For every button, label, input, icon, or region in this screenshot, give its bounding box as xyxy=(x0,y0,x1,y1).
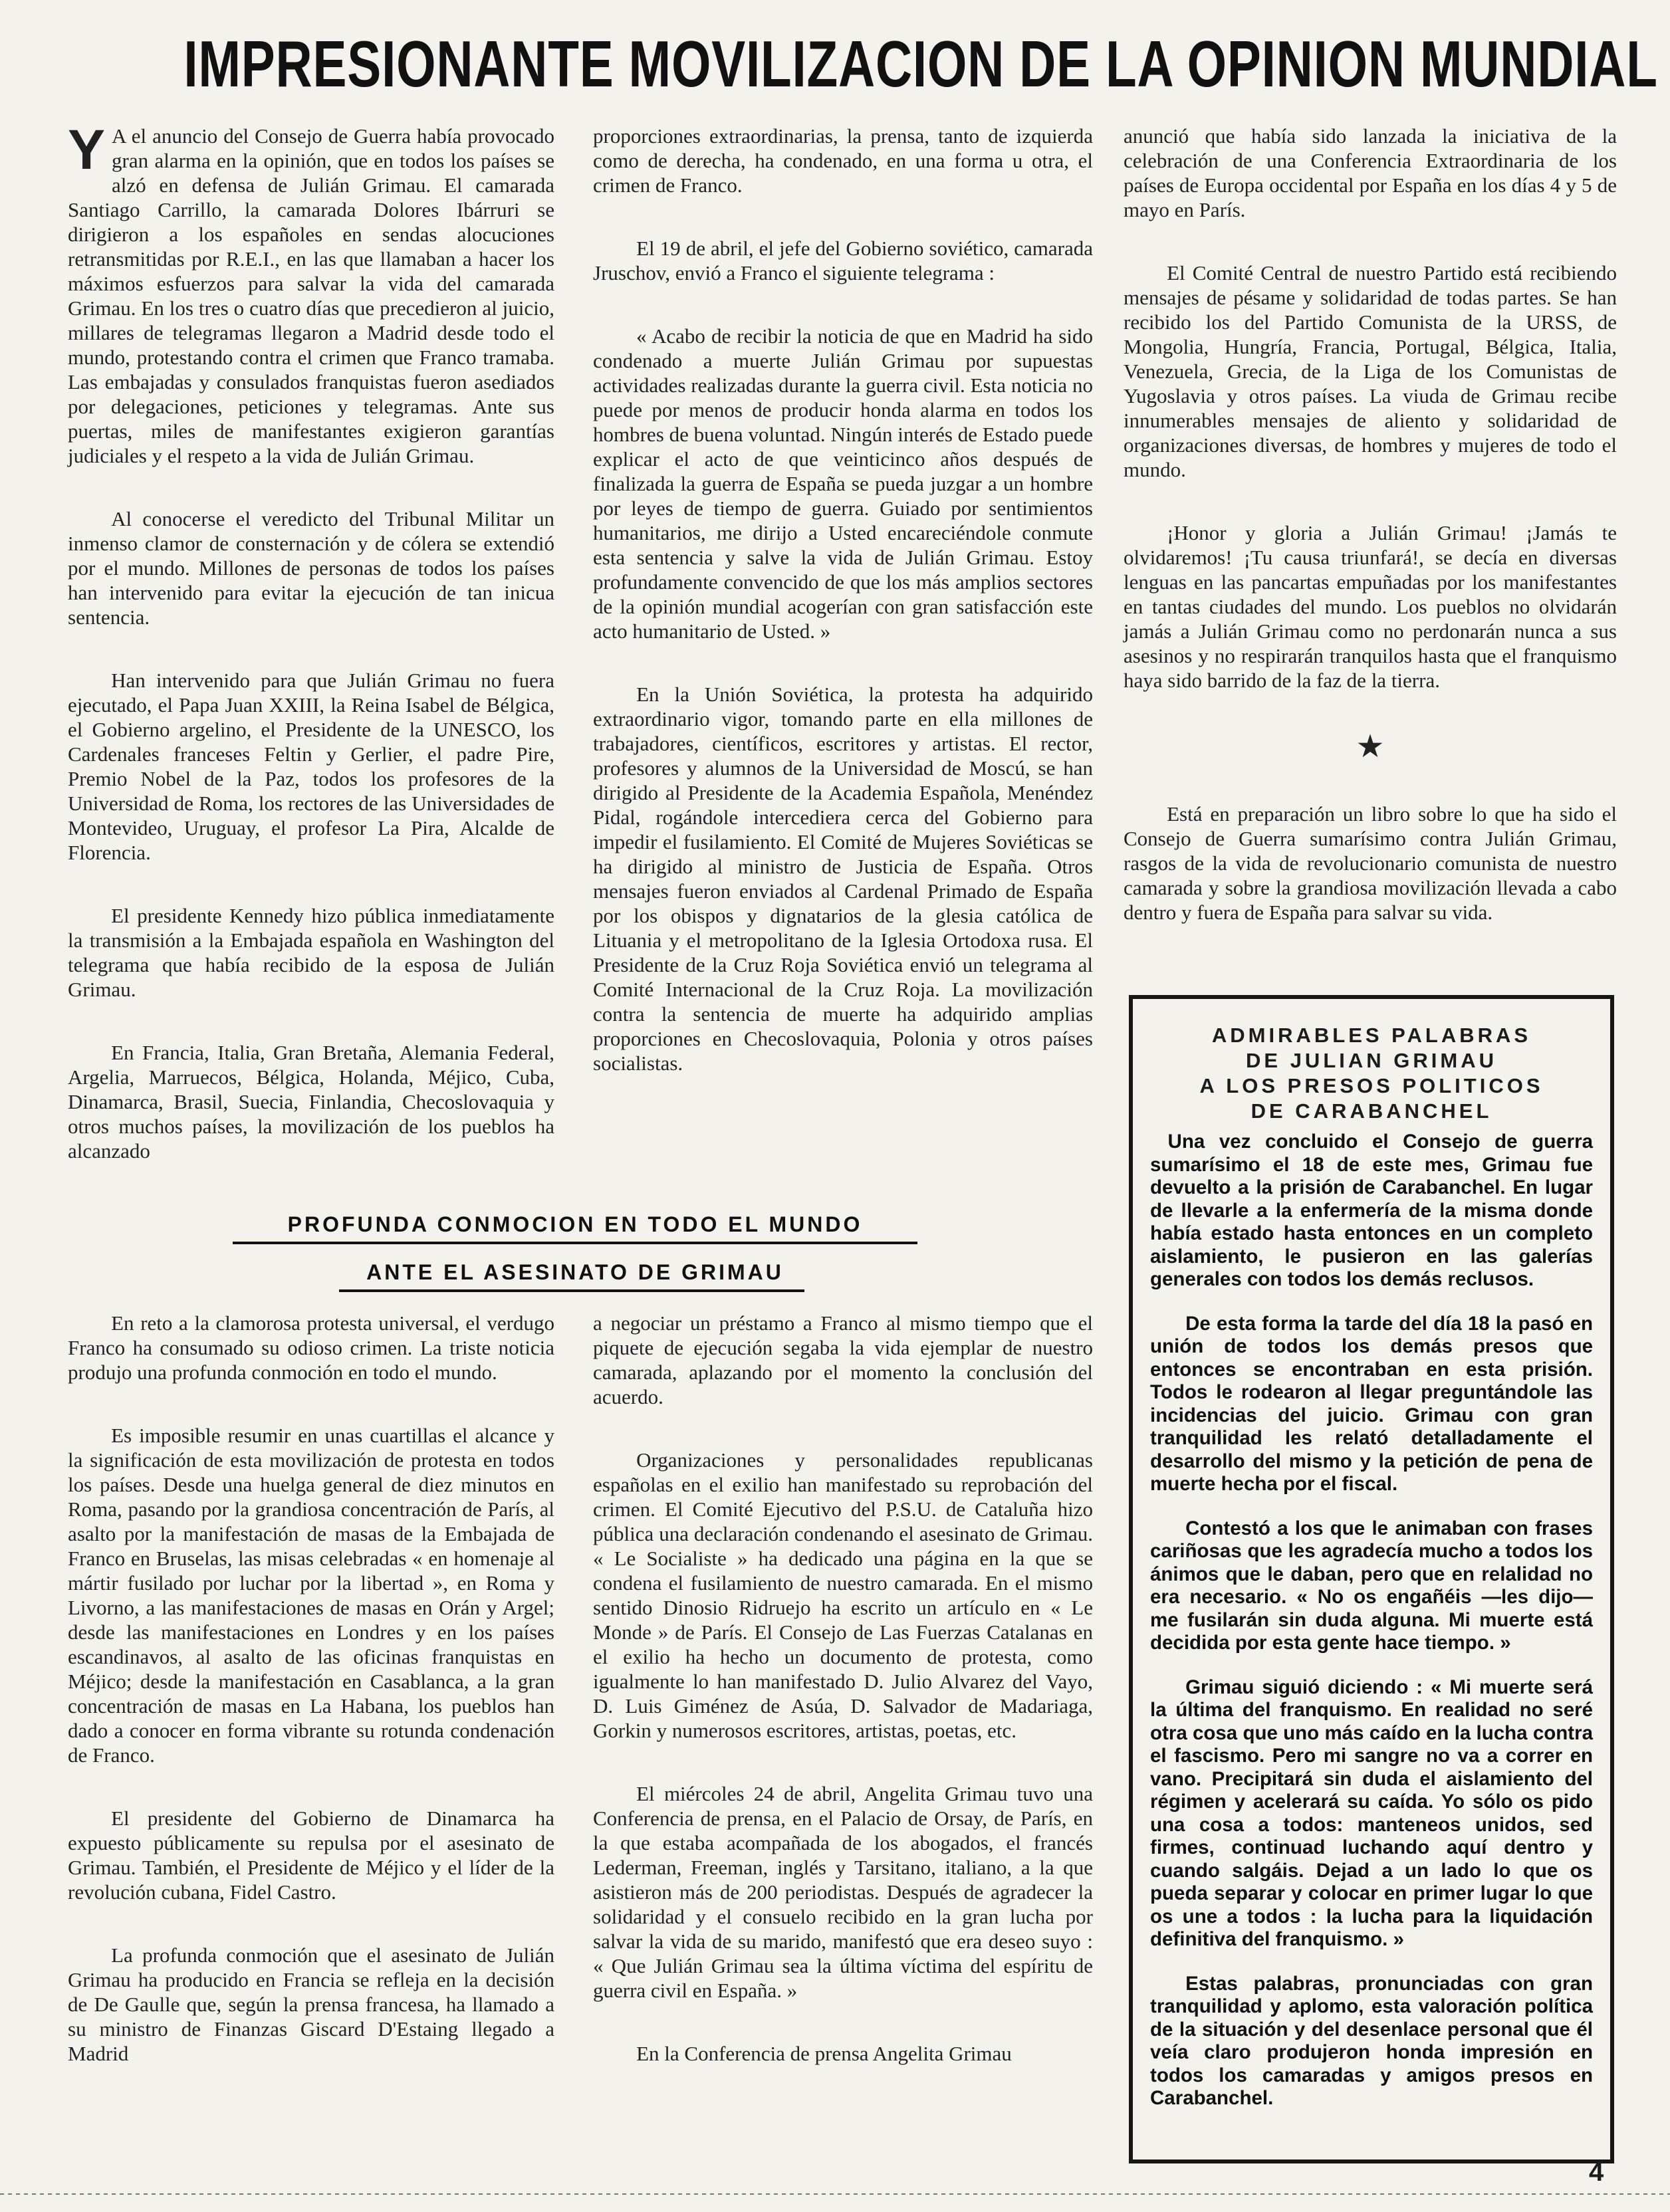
paragraph: Está en preparación un libro sobre lo que ha sido el Consejo de Guerra sumarísimo contra Julián Grimau, rasgos de la vida de revolucionario comunista de nuestro camarada y sobre la grandiosa movilización llevada a cabo dentro y fuera de España para salvar su vida. xyxy=(1124,802,1617,924)
paragraph: El presidente del Gobierno de Dinamarca ha expuesto públicamente su repulsa por el asesinato de Grimau. También, el Presidente de Méjico y el líder de la revolución cubana, Fidel Castro. xyxy=(68,1807,554,1904)
paragraph: En la Unión Soviética, la protesta ha adquirido extraordinario vigor, tomando parte en ella millones de trabajadores, científicos, escritores y artistas. El rector, profesores y alumnos de la Universidad de Moscú, se han dirigido al Presidente de la Academia Española, Menéndez Pidal, rogándole intercediera cerca del Gobierno para impedir el fusilamiento. El Comité de Mujeres Soviéticas se ha dirigido al ministro de Justicia de España. Otros mensajes fueron enviados al Cardenal Primado de España por los obispos y dignatarios de la glesia católica de Lituania y el metropolitano de la Iglesia Ortodoxa rusa. El Presidente de la Cruz Roja Soviética envió un telegrama al Comité Internacional de la Cruz Roja. La movilización contra la sentencia de muerte ha adquirido amplias proporciones en Checoslovaquia, Polonia y otros países socialistas. xyxy=(593,683,1093,1075)
page-number: 4 xyxy=(1589,2157,1604,2187)
section1-column-1 xyxy=(68,118,554,1163)
drop-cap: Y xyxy=(68,118,106,181)
section2-column-2 xyxy=(593,1311,1093,2066)
subhead-line-1: PROFUNDA CONMOCION EN TODO EL MUNDO xyxy=(287,1212,863,1236)
paragraph: En la Conferencia de prensa Angelita Grimau xyxy=(636,2042,1012,2065)
paragraph: El presidente Kennedy hizo pública inmediatamente la transmisión a la Embajada española en Washington del telegrama que había recibido de la esposa de Julián Grimau. xyxy=(68,904,554,1001)
subhead-divider xyxy=(233,1242,917,1244)
star-icon: ★ xyxy=(1356,729,1385,764)
paragraph: En reto a la clamorosa protesta universal, el verdugo Franco ha consumado su odioso crimen. La triste noticia produjo una profunda conmoción en todo el mundo. xyxy=(68,1311,554,1384)
paragraph: En Francia, Italia, Gran Bretaña, Alemania Federal, Argelia, Marruecos, Bélgica, Holanda, Méjico, Cuba, Dinamarca, Brasil, Suecia, Finlandia, Checoslovaquia y otros muchos países, la movilización de los pueblos ha alcanzado xyxy=(68,1041,554,1162)
box-paragraph: De esta forma la tarde del día 18 la pasó en unión de todos los demás presos que entonces se encontraban en esta prisión. Todos le rodearon al llegar preguntándole las incidencias del juicio. Grimau con gran tranquilidad les relató detalladamente el desarrollo del mismo y la petición de pena de muerte hecha por el fiscal. xyxy=(1150,1312,1593,1495)
paragraph: Al conocerse el veredicto del Tribunal Militar un inmenso clamor de consternación y de cólera se extendió por el mundo. Millones de personas de todos los países han intervenido para evitar la ejecución de tan inicua sentencia. xyxy=(68,507,554,629)
box-paragraph: Una vez concluido el Consejo de guerra sumarísimo el 18 de este mes, Grimau fue devuelto a la prisión de Carabanchel. En lugar de llevarle a la enfermería de la misma donde había estado hasta entonces en un completo aislamiento, le pusieron en las galerías generales con todos los demás reclusos. xyxy=(1150,1131,1593,1290)
paragraph: Han intervenido para que Julián Grimau no fuera ejecutado, el Papa Juan XXIII, la Reina Isabel de Bélgica, el Gobierno argelino, el Presidente de la UNESCO, los Cardenales franceses Feltin y Gerlier, el padre Pire, Premio Nobel de la Paz, todos los profesores de la Universidad de Roma, los rectores de las Universidades de Montevideo, Uruguay, el profesor La Pira, Alcalde de Florencia. xyxy=(68,669,554,864)
paragraph: El 19 de abril, el jefe del Gobierno soviético, camarada Jruschov, envió a Franco el siguiente telegrama : xyxy=(593,237,1093,284)
paragraph: El miércoles 24 de abril, Angelita Grimau tuvo una Conferencia de prensa, en el Palacio de Orsay, de París, en la que estaba acompañada de los abogados, el francés Lederman, Freeman, inglés y Tarsitano, italiano, a la que asistieron más de 200 periodistas. Después de agradecer la solidaridad y el consuelo recibido en la gran lucha por salvar la vida de su marido, manifestó que era deseo suyo : « Que Julián Grimau sea la última víctima del espíritu de guerra civil en España. » xyxy=(593,1782,1093,2002)
paragraph: Y A el anuncio del Consejo de Guerra había provocado gran alarma en la opinión, que en todos los países se alzó en defensa de Julián Grimau. El camarada Santiago Carrillo, la camarada Dolores Ibárruri se dirigieron a los españoles en sendas alocuciones retransmitidas por R.E.I., en las que llamaban a hacer los máximos esfuerzos para salvar la vida del camarada Grimau. En los tres o cuatro días que precedieron al juicio, millares de telegramas llegaron a Madrid desde todo el mundo, protestando contra el crimen que Franco tramaba. Las embajadas y consulados franquistas fueron asediados por delegaciones, peticiones y telegramas. Ante sus puertas, miles de manifestantes exigieron garantías judiciales y el respeto a la vida de Julián Grimau. xyxy=(68,118,554,467)
section1-column-3 xyxy=(1124,124,1617,925)
paragraph: Organizaciones y personalidades republicanas españolas en el exilio han manifestado su reprobación del crimen. El Comité Ejecutivo del P.S.U. de Cataluña hizo pública una declaración condenando el asesinato de Grimau. « Le Socialiste » ha dedicado una página en la que se condena el fusilamiento de nuestro camarada. En el mismo sentido Dinosio Ridruejo ha escrito un artículo en « Le Monde » de París. El Consejo de Las Fuerzas Catalanas en el exilio ha hecho un documento de protesta, como igualmente lo han manifestado D. Julio Alvarez del Vayo, D. Luis Giménez de Asúa, D. Salvador de Madariaga, Gorkin y numerosos escritores, artistas, poetas, etc. xyxy=(593,1448,1093,1742)
box-title: ADMIRABLES PALABRAS DE JULIAN GRIMAU A LOS PRESOS POLITICOS DE CARABANCHEL xyxy=(1199,1024,1544,1123)
subhead-line-2: ANTE EL ASESINATO DE GRIMAU xyxy=(366,1260,784,1284)
paragraph: ¡Honor y gloria a Julián Grimau! ¡Jamás te olvidaremos! ¡Tu causa triunfará!, se decía en diversas lenguas en las pancartas empuñadas por los manifestantes en tantas ciudades del mundo. Los pueblos no olvidarán jamás a Julián Grimau como no perdonarán nunca a sus asesinos y no respirarán tranquilos hasta que el franquismo haya sido barrido de la faz de la tierra. xyxy=(1124,521,1617,692)
headline: IMPRESIONANTE MOVILIZACION DE LA OPINION MUNDIAL xyxy=(183,27,1658,100)
section2-column-1 xyxy=(68,1311,554,2066)
paragraph: Es imposible resumir en unas cuartillas el alcance y la significación de esta movilización de protesta en todos los países. Desde una huelga general de diez minutos en Roma, pasando por la grandiosa concentración de París, al asalto por la manifestación de masas de la Embajada de Franco en Bruselas, las misas celebradas « en homenaje al mártir fusilado por luchar por la libertad », en Roma y Livorno, a las manifestaciones de masas en Orán y Argel; desde las manifestaciones en Londres y en los países escandinavos, al asalto de las oficinas franquistas en Méjico; desde la manifestación en Casablanca, a la gran concentración de masas en La Habana, los pueblos han dado a conocer en forma vibrante su rotunda condenación de Franco. xyxy=(68,1424,554,1767)
box-paragraph: Grimau siguió diciendo : « Mi muerte será la última del franquismo. En realidad no seré otra cosa que uno más caído en la lucha contra el fascismo. Pero mi sangre no va a correr en vano. Precipitará sin duda el aislamiento del régimen y acelerará su caída. Yo sólo os pido una cosa a todos: manteneos unidos, sed firmes, continuad luchando aquí dentro y cuando salgáis. Dejad a un lado lo que os pueda separar y colocar en primer lugar lo que os une a todos : la lucha para la liquidación definitiva del franquismo. » xyxy=(1150,1676,1593,1950)
paragraph: anunció que había sido lanzada la iniciativa de la celebración de una Conferencia Extraordinaria de los países de Europa occidental por España en los días 4 y 5 de mayo en París. xyxy=(1124,124,1617,221)
paragraph: a negociar un préstamo a Franco al mismo tiempo que el piquete de ejecución segaba la vida ejemplar de nuestro camarada, aplazando por el momento la conclusión del acuerdo. xyxy=(593,1311,1093,1408)
subhead-divider xyxy=(339,1289,804,1292)
box-paragraph: Estas palabras, pronunciadas con gran tranquilidad y aplomo, esta valoración política de la situación y del desenlace personal que él veía claro produjeron honda impresión en todos los camaradas y amigos presos en Carabanchel. xyxy=(1150,1972,1593,2109)
paragraph: La profunda conmoción que el asesinato de Julián Grimau ha producido en Francia se refleja en la decisión de De Gaulle que, según la prensa francesa, ha llamado a su ministro de Finanzas Giscard D'Estaing llegado a Madrid xyxy=(68,1943,554,2065)
boxed-sidebar xyxy=(1129,995,1614,2163)
paragraph: proporciones extraordinarias, la prensa, tanto de izquierda como de derecha, ha condenado, en una forma u otra, el crimen de Franco. xyxy=(593,124,1093,197)
footer-divider xyxy=(0,2193,1670,2195)
box-paragraph: Contestó a los que le animaban con frases cariñosas que les agradecía mucho a todos los ánimos que le daban, pero que en relalidad no era necesario. « No os engañéis —les dijo— me fusilarán sin duda alguna. Mi muerte está decidida por esta gente hace tiempo. » xyxy=(1150,1517,1593,1654)
quote-paragraph: « Acabo de recibir la noticia de que en Madrid ha sido condenado a muerte Julián Grimau por supuestas actividades realizadas durante la guerra civil. Esta noticia no puede por menos de producir honda alarma en todos los hombres de buena voluntad. Ningún interés de Estado puede explicar el acto de que veinticinco años después de finalizada la guerra de España se pueda juzgar a un hombre por leyes de tiempo de guerra. Guiado por sentimientos humanitarios, me dirijo a Usted encareciéndole conmute esta sentencia y salve la vida de Julián Grimau. Estoy profundamente convencido de que los más amplios sectores de la opinión mundial acogerían con gran satisfacción este acto humanitario de Usted. » xyxy=(593,324,1093,643)
section1-column-2 xyxy=(593,124,1093,1075)
paragraph: El Comité Central de nuestro Partido está recibiendo mensajes de pésame y solidaridad de todas partes. Se han recibido los del Partido Comunista de la URSS, de Mongolia, Hungría, Francia, Portugal, Bélgica, Italia, Venezuela, Grecia, de la Liga de los Comunistas de Yugoslavia y otros países. La viuda de Grimau recibe innumerables mensajes de aliento y solidaridad de organizaciones diversas, de hombres y mujeres de todo el mundo. xyxy=(1124,261,1617,481)
